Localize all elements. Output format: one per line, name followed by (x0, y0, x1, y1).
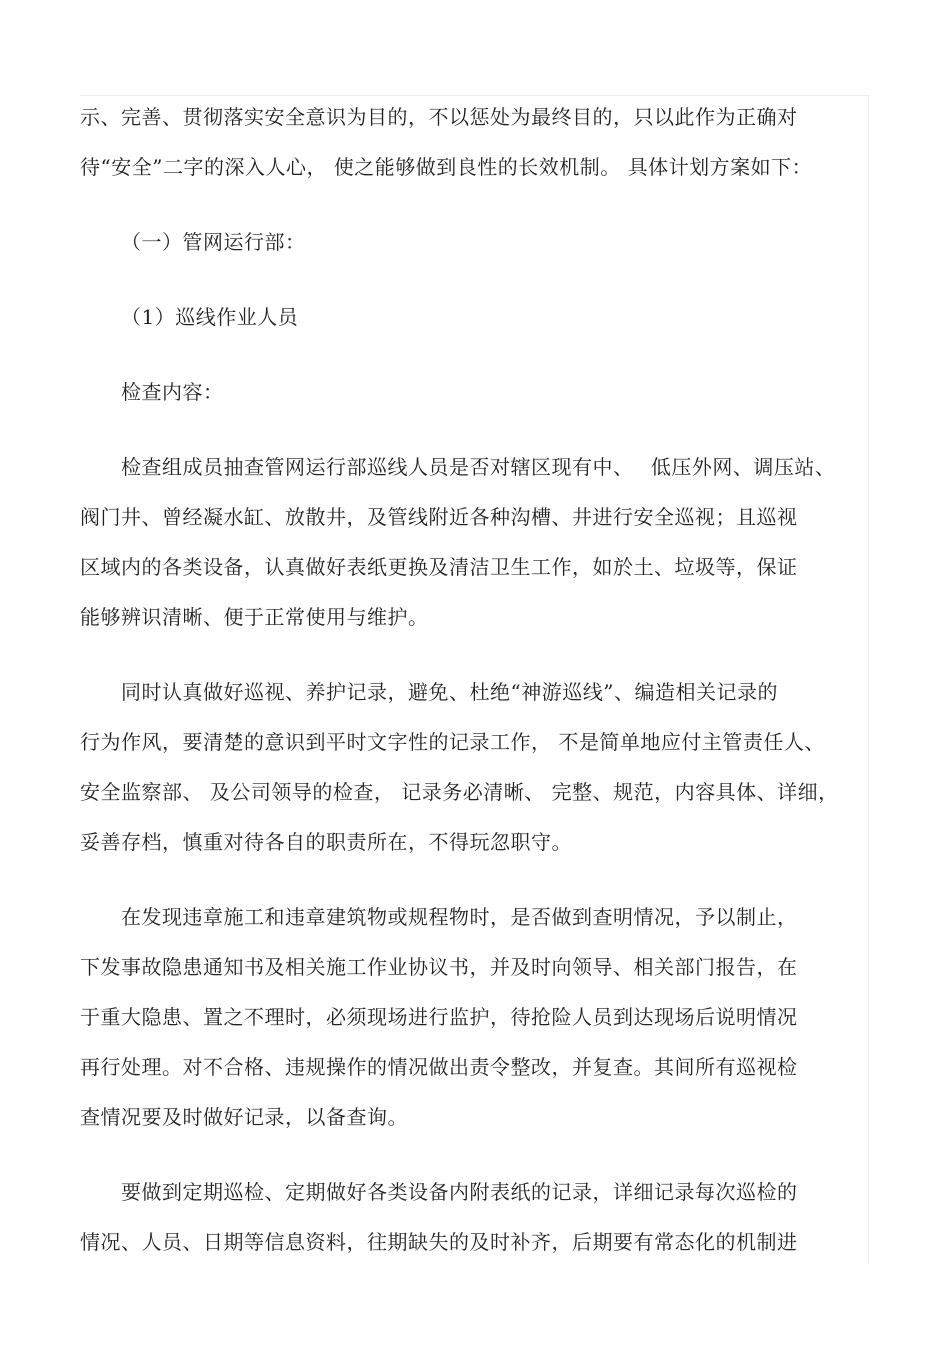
right-divider (868, 95, 869, 1265)
paragraph2-line-4: 妥善存档，慎重对待各自的职责所在，不得玩忽职守。 (80, 830, 572, 854)
paragraph1-line-3: 区域内的各类设备，认真做好表纸更换及清洁卫生工作，如於土、垃圾等，保证 (80, 555, 798, 579)
paragraph3-line-5: 查情况要及时做好记录，以备查询。 (80, 1105, 408, 1129)
paragraph3-line-4: 再行处理。对不合格、违规操作的情况做出责令整改，并复查。其间所有巡视检 (80, 1055, 798, 1079)
paragraph1-line-2: 阀门井、曾经凝水缸、放散井，及管线附近各种沟槽、井进行安全巡视；且巡视 (80, 505, 798, 529)
paragraph1-line-1: 检查组成员抽查管网运行部巡线人员是否对辖区现有中、 低压外网、调压站、 (121, 455, 836, 479)
paragraph1-line-4: 能够辨识清晰、便于正常使用与维护。 (80, 605, 429, 629)
paragraph3-line-2: 下发事故隐患通知书及相关施工作业协议书，并及时向领导、相关部门报告，在 (80, 955, 798, 979)
paragraph2-line-1: 同时认真做好巡视、养护记录，避免、杜绝“神游巡线”、编造相关记录的 (121, 680, 778, 704)
paragraph4-line-2: 情况、人员、日期等信息资料，往期缺失的及时补齐，后期要有常态化的机制进 (80, 1230, 798, 1254)
subsection-heading: （1）巡线作业人员 (121, 305, 299, 329)
paragraph4-line-1: 要做到定期巡检、定期做好各类设备内附表纸的记录，详细记录每次巡检的 (121, 1180, 798, 1204)
paragraph3-line-1: 在发现违章施工和违章建筑物或规程物时，是否做到查明情况，予以制止， (121, 905, 798, 929)
section-heading: （一）管网运行部： (121, 230, 306, 254)
top-divider (80, 95, 870, 96)
intro-line-2: 待“安全”二字的深入人心， 使之能够做到良性的长效机制。 具体计划方案如下： (80, 155, 813, 179)
check-label: 检查内容： (121, 380, 224, 404)
paragraph2-line-2: 行为作风，要清楚的意识到平时文字性的记录工作， 不是简单地应付主管责任人、 (80, 730, 825, 754)
paragraph3-line-3: 于重大隐患、置之不理时，必须现场进行监护，待抢险人员到达现场后说明情况 (80, 1005, 798, 1029)
intro-line-1: 示、完善、贯彻落实安全意识为目的，不以惩处为最终目的，只以此作为正确对 (80, 105, 798, 129)
paragraph2-line-3: 安全监察部、 及公司领导的检查， 记录务必清晰、 完整、规范，内容具体、详细， (80, 780, 839, 804)
